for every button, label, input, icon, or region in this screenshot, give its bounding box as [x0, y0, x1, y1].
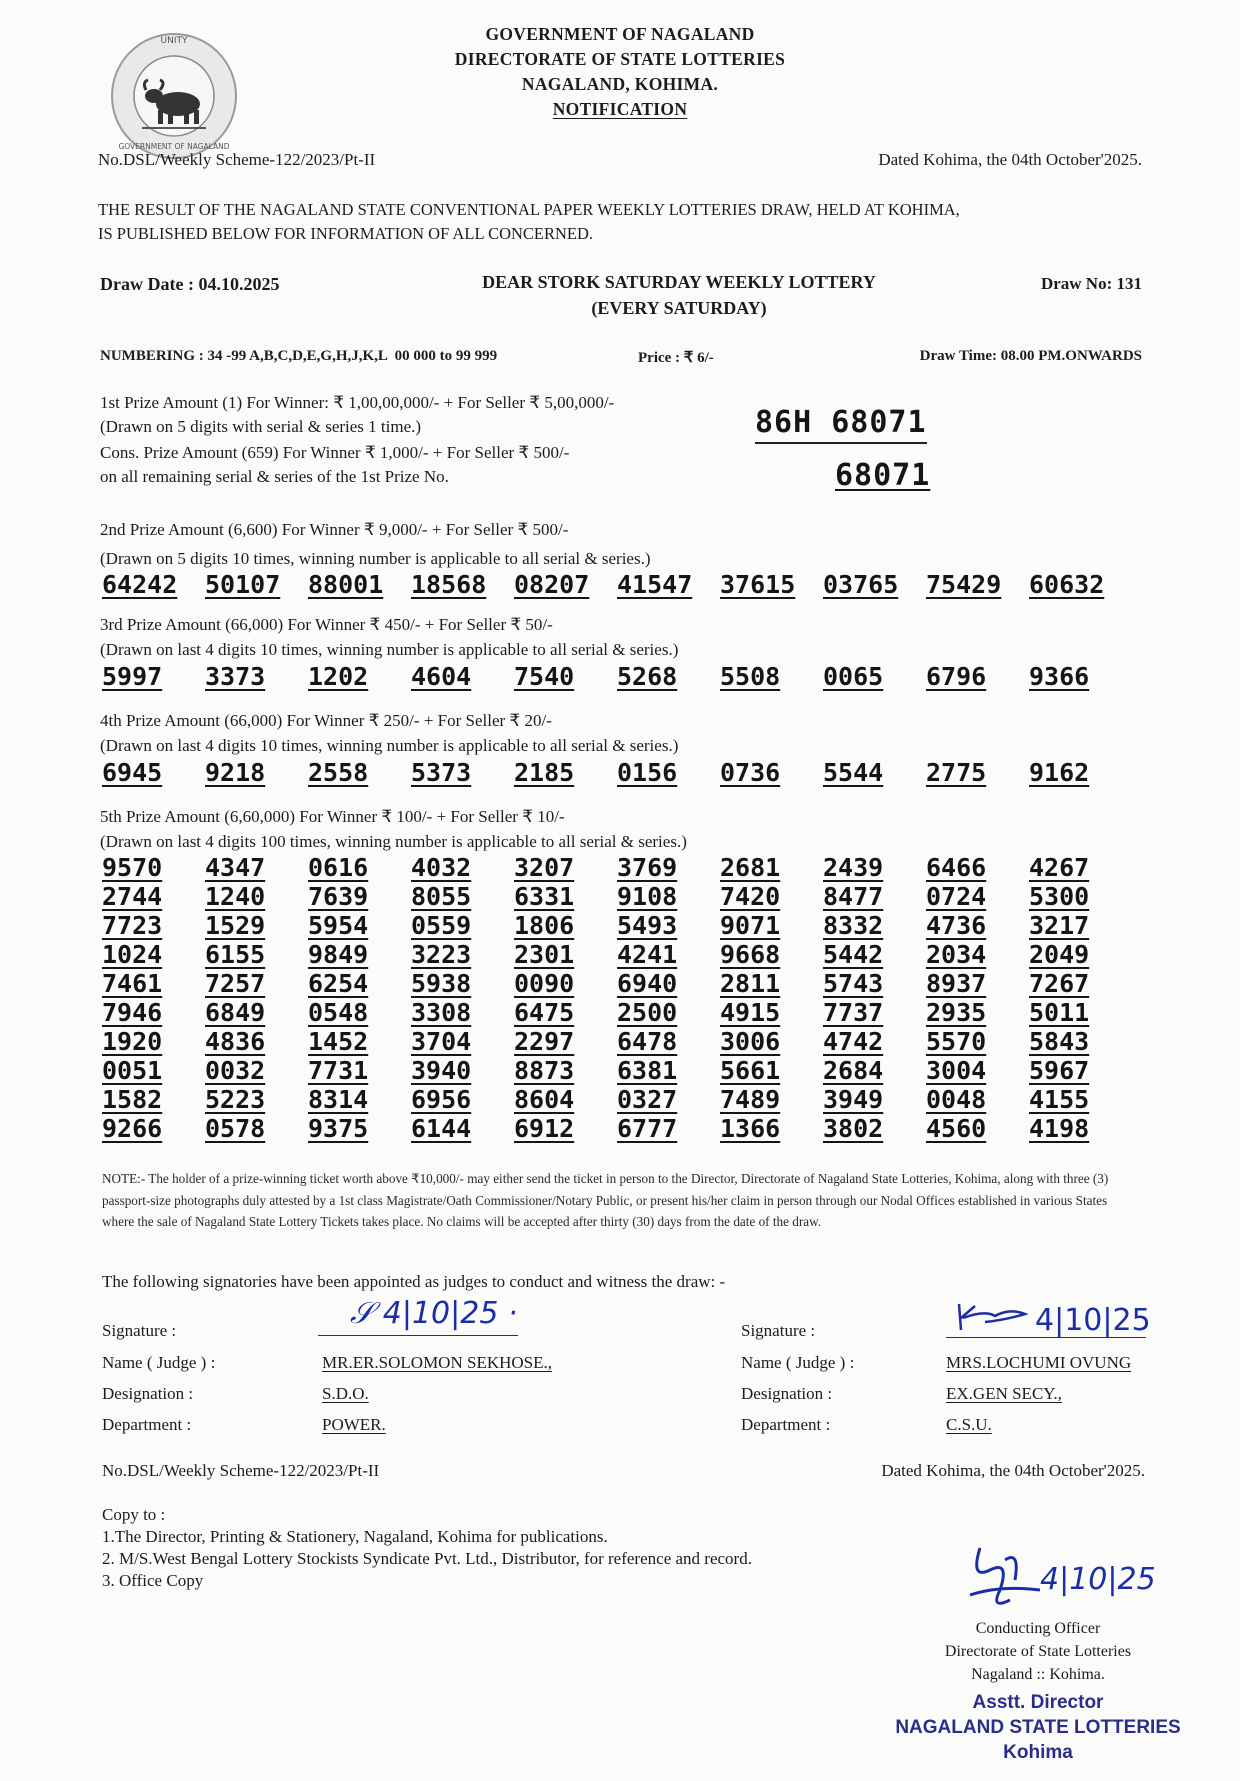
winning-number: 7639 [308, 882, 369, 911]
winning-number: 4155 [1029, 1085, 1090, 1114]
winning-number: 4241 [617, 940, 678, 969]
header-government: GOVERNMENT OF NAGALAND [485, 24, 755, 44]
fifth-prize-amount: 5th Prize Amount (6,60,000) For Winner ₹ 100/- + For Seller ₹ 10/- [100, 807, 565, 826]
winning-number: 3704 [411, 1027, 472, 1056]
stamp-organization: NAGALAND STATE LOTTERIES [895, 1717, 1181, 1738]
winning-number: 9366 [1029, 662, 1090, 691]
winning-number: 4032 [411, 853, 472, 882]
winning-number: 2185 [514, 758, 575, 787]
winning-number: 6381 [617, 1056, 678, 1085]
winning-number: 2034 [926, 940, 987, 969]
signature-label: Signature : [102, 1321, 177, 1340]
copy-to-item: 2. M/S.West Bengal Lottery Stockists Syndicate Pvt. Ltd., Distributor, for reference and record. [102, 1549, 752, 1568]
winning-number: 2681 [720, 853, 781, 882]
winning-number: 6945 [102, 758, 163, 787]
winning-number: 9570 [102, 853, 163, 882]
judge-1-designation: S.D.O. [322, 1384, 369, 1403]
winning-number: 88001 [308, 570, 384, 599]
judge-2-designation: EX.GEN SECY., [946, 1384, 1062, 1403]
winning-number: 7489 [720, 1085, 781, 1114]
winning-number: 2811 [720, 969, 781, 998]
cons-prize-amount: Cons. Prize Amount (659) For Winner ₹ 1,000/- + For Seller ₹ 500/- [100, 443, 570, 462]
winning-number: 50107 [205, 570, 281, 599]
winning-number: 4736 [926, 911, 987, 940]
winning-number: 3802 [823, 1114, 884, 1143]
fifth-prize-rule: (Drawn on last 4 digits 100 times, winning number is applicable to all serial & series.) [100, 832, 687, 851]
winning-number: 0065 [823, 662, 884, 691]
judge-1-signature: 𝒮 4|10|25 · [350, 1296, 518, 1331]
seal-top-text: UNITY [160, 36, 188, 46]
signature-label: Signature : [741, 1321, 816, 1340]
winning-number: 2297 [514, 1027, 575, 1056]
winning-number: 7540 [514, 662, 575, 691]
winning-number: 7946 [102, 998, 163, 1027]
winning-number: 08207 [514, 570, 590, 599]
name-label: Name ( Judge ) : [102, 1353, 216, 1372]
draw-date: Draw Date : 04.10.2025 [100, 274, 280, 294]
winning-number: 2439 [823, 853, 884, 882]
seal-bottom-text: GOVERNMENT OF NAGALAND [118, 142, 230, 151]
winning-number: 0327 [617, 1085, 678, 1114]
winning-number: 1240 [205, 882, 266, 911]
winning-number: 0616 [308, 853, 369, 882]
officer-location: Nagaland :: Kohima. [971, 1666, 1105, 1683]
winning-number: 6475 [514, 998, 575, 1027]
winning-number: 0032 [205, 1056, 266, 1085]
winning-number: 5442 [823, 940, 884, 969]
judge-1-name: MR.ER.SOLOMON SEKHOSE., [322, 1353, 552, 1372]
winning-number: 0559 [411, 911, 472, 940]
winning-number: 5011 [1029, 998, 1090, 1027]
officer-signature-scribble [960, 1540, 1050, 1625]
winning-number: 4742 [823, 1027, 884, 1056]
winning-number: 0048 [926, 1085, 987, 1114]
winning-number: 6956 [411, 1085, 472, 1114]
lottery-frequency: (EVERY SATURDAY) [591, 298, 767, 318]
winning-number: 6331 [514, 882, 575, 911]
winning-number: 1202 [308, 662, 369, 691]
first-prize-number: 86H 68071 [755, 405, 927, 444]
winning-number: 7737 [823, 998, 884, 1027]
winning-number: 3940 [411, 1056, 472, 1085]
winning-number: 6777 [617, 1114, 678, 1143]
winning-number: 0548 [308, 998, 369, 1027]
winning-number: 6254 [308, 969, 369, 998]
winning-number: 4836 [205, 1027, 266, 1056]
winning-number: 8477 [823, 882, 884, 911]
winning-number: 1920 [102, 1027, 163, 1056]
winning-number: 37615 [720, 570, 796, 599]
winning-number: 8314 [308, 1085, 369, 1114]
winning-number: 5508 [720, 662, 781, 691]
officer-title: Conducting Officer [975, 1620, 1101, 1637]
winning-number: 3373 [205, 662, 266, 691]
winning-number: 8332 [823, 911, 884, 940]
winning-number: 5268 [617, 662, 678, 691]
judge-2-signature: 4|10|25 [1035, 1303, 1151, 1338]
winning-number: 1452 [308, 1027, 369, 1056]
signature-line [318, 1335, 518, 1336]
dated-line: Dated Kohima, the 04th October'2025. [878, 150, 1142, 169]
winning-number: 8055 [411, 882, 472, 911]
winning-number: 5223 [205, 1085, 266, 1114]
ticket-price: Price : ₹ 6/- [638, 350, 714, 366]
winning-number: 75429 [926, 570, 1002, 599]
winning-number: 2500 [617, 998, 678, 1027]
winning-number: 7267 [1029, 969, 1090, 998]
cons-prize-rule: on all remaining serial & series of the 1st Prize No. [100, 467, 449, 486]
winning-number: 4347 [205, 853, 266, 882]
second-prize-amount: 2nd Prize Amount (6,600) For Winner ₹ 9,000/- + For Seller ₹ 500/- [100, 520, 569, 539]
winning-number: 9849 [308, 940, 369, 969]
winning-number: 6155 [205, 940, 266, 969]
winning-number: 1366 [720, 1114, 781, 1143]
designation-label: Designation : [102, 1384, 194, 1403]
winning-number: 5493 [617, 911, 678, 940]
department-label: Department : [102, 1415, 192, 1434]
footer-reference-number: No.DSL/Weekly Scheme-122/2023/Pt-II [102, 1461, 380, 1480]
footer-dated-line: Dated Kohima, the 04th October'2025. [881, 1461, 1145, 1480]
winning-number: 5954 [308, 911, 369, 940]
winning-number: 5997 [102, 662, 163, 691]
winning-number: 64242 [102, 570, 178, 599]
designation-label: Designation : [741, 1384, 833, 1403]
reference-number: No.DSL/Weekly Scheme-122/2023/Pt-II [98, 150, 376, 169]
stamp-location: Kohima [1003, 1742, 1073, 1763]
winning-number: 3769 [617, 853, 678, 882]
winning-number: 2301 [514, 940, 575, 969]
judge-2-department: C.S.U. [946, 1415, 992, 1434]
winning-number: 6912 [514, 1114, 575, 1143]
winning-number: 9375 [308, 1114, 369, 1143]
winning-number: 0156 [617, 758, 678, 787]
winning-number: 0578 [205, 1114, 266, 1143]
claim-note: NOTE:- The holder of a prize-winning ticket worth above ₹10,000/- may either send the ticket in person to the Director, Directorate of Nagaland State Lotteries, Kohima, along with three (3) passport-size photographs duly attested by a 1st class Magistrate/Oath Commissioner/Notary Public, or present his/her claim in person through our Nodal Offices established in various States where the sale of Nagaland State Lottery Tickets takes place. No claims will be accepted after thirty (30) days from the date of the draw. [102, 1171, 1109, 1229]
intro-line-1: THE RESULT OF THE NAGALAND STATE CONVENTIONAL PAPER WEEKLY LOTTERIES DRAW, HELD AT KOHIMA, [98, 200, 960, 219]
lottery-name: DEAR STORK SATURDAY WEEKLY LOTTERY [482, 272, 876, 292]
winning-number: 4915 [720, 998, 781, 1027]
copy-to-item: 3. Office Copy [102, 1571, 204, 1590]
winning-number: 8604 [514, 1085, 575, 1114]
winning-number: 7461 [102, 969, 163, 998]
winning-number: 1529 [205, 911, 266, 940]
header-directorate: DIRECTORATE OF STATE LOTTERIES [454, 49, 786, 69]
name-label: Name ( Judge ) : [741, 1353, 855, 1372]
winning-number: 6796 [926, 662, 987, 691]
copy-to-item: 1.The Director, Printing & Stationery, Nagaland, Kohima for publications. [102, 1527, 608, 1546]
winning-number: 3949 [823, 1085, 884, 1114]
winning-number: 2684 [823, 1056, 884, 1085]
winning-number: 9108 [617, 882, 678, 911]
third-prize-amount: 3rd Prize Amount (66,000) For Winner ₹ 450/- + For Seller ₹ 50/- [100, 615, 553, 634]
winning-number: 9071 [720, 911, 781, 940]
winning-number: 8873 [514, 1056, 575, 1085]
winning-number: 6144 [411, 1114, 472, 1143]
second-prize-rule: (Drawn on 5 digits 10 times, winning number is applicable to all serial & series.) [100, 549, 651, 568]
winning-number: 2935 [926, 998, 987, 1027]
winning-number: 9162 [1029, 758, 1090, 787]
winning-number: 6478 [617, 1027, 678, 1056]
winning-number: 6940 [617, 969, 678, 998]
winning-number: 7257 [205, 969, 266, 998]
winning-number: 4604 [411, 662, 472, 691]
winning-number: 4560 [926, 1114, 987, 1143]
winning-number: 6466 [926, 853, 987, 882]
winning-number: 60632 [1029, 570, 1105, 599]
copy-to-heading: Copy to : [102, 1505, 166, 1524]
winning-number: 1582 [102, 1085, 163, 1114]
winning-number: 7731 [308, 1056, 369, 1085]
cons-prize-number: 68071 [835, 458, 931, 493]
winning-number: 03765 [823, 570, 899, 599]
winning-number: 3004 [926, 1056, 987, 1085]
winning-number: 2775 [926, 758, 987, 787]
fourth-prize-amount: 4th Prize Amount (66,000) For Winner ₹ 250/- + For Seller ₹ 20/- [100, 711, 552, 730]
winning-number: 3006 [720, 1027, 781, 1056]
winning-number: 5570 [926, 1027, 987, 1056]
fourth-prize-rule: (Drawn on last 4 digits 10 times, winning number is applicable to all serial & series.) [100, 736, 679, 755]
winning-number: 5967 [1029, 1056, 1090, 1085]
winning-number: 9266 [102, 1114, 163, 1143]
department-label: Department : [741, 1415, 831, 1434]
winning-number: 18568 [411, 570, 487, 599]
winning-number: 1806 [514, 911, 575, 940]
winning-number: 0736 [720, 758, 781, 787]
numbering-range: NUMBERING : 34 -99 A,B,C,D,E,G,H,J,K,L 00 000 to 99 999 [100, 348, 498, 364]
winning-number: 2558 [308, 758, 369, 787]
winning-number: 7723 [102, 911, 163, 940]
intro-line-2: IS PUBLISHED BELOW FOR INFORMATION OF ALL CONCERNED. [98, 224, 594, 243]
winning-number: 5938 [411, 969, 472, 998]
judges-intro: The following signatories have been appointed as judges to conduct and witness the draw: - [102, 1272, 726, 1291]
winning-number: 9668 [720, 940, 781, 969]
winning-number: 0090 [514, 969, 575, 998]
winning-number: 5300 [1029, 882, 1090, 911]
fifth-prize-numbers-grid [102, 853, 1142, 1143]
signature-line [946, 1337, 1146, 1338]
winning-number: 3217 [1029, 911, 1090, 940]
first-prize-rule: (Drawn on 5 digits with serial & series 1 time.) [100, 417, 422, 436]
draw-time: Draw Time: 08.00 PM.ONWARDS [919, 348, 1142, 364]
winning-number: 2744 [102, 882, 163, 911]
officer-directorate: Directorate of State Lotteries [944, 1643, 1132, 1660]
winning-number: 5544 [823, 758, 884, 787]
winning-number: 5661 [720, 1056, 781, 1085]
winning-number: 5843 [1029, 1027, 1090, 1056]
header-notification: NOTIFICATION [552, 99, 688, 119]
winning-number: 9218 [205, 758, 266, 787]
winning-number: 5743 [823, 969, 884, 998]
winning-number: 0724 [926, 882, 987, 911]
winning-number: 4198 [1029, 1114, 1090, 1143]
first-prize-amount: 1st Prize Amount (1) For Winner: ₹ 1,00,00,000/- + For Seller ₹ 5,00,000/- [100, 393, 615, 412]
winning-number: 7420 [720, 882, 781, 911]
judge-2-name: MRS.LOCHUMI OVUNG [946, 1353, 1132, 1372]
winning-number: 6849 [205, 998, 266, 1027]
third-prize-rule: (Drawn on last 4 digits 10 times, winning number is applicable to all serial & series.) [100, 640, 679, 659]
stamp-designation: Asstt. Director [972, 1692, 1104, 1713]
winning-number: 3308 [411, 998, 472, 1027]
judge-1-department: POWER. [322, 1415, 386, 1434]
draw-number: Draw No: 131 [1040, 274, 1142, 293]
winning-number: 0051 [102, 1056, 163, 1085]
winning-number: 2049 [1029, 940, 1090, 969]
winning-number: 3207 [514, 853, 575, 882]
judge-2-signature-scribble [955, 1300, 1035, 1339]
winning-number: 1024 [102, 940, 163, 969]
winning-number: 5373 [411, 758, 472, 787]
winning-number: 3223 [411, 940, 472, 969]
winning-number: 8937 [926, 969, 987, 998]
officer-signature: 4|10|25 [1040, 1562, 1156, 1597]
winning-number: 41547 [617, 570, 693, 599]
header-location: NAGALAND, KOHIMA. [521, 74, 719, 94]
winning-number: 4267 [1029, 853, 1090, 882]
